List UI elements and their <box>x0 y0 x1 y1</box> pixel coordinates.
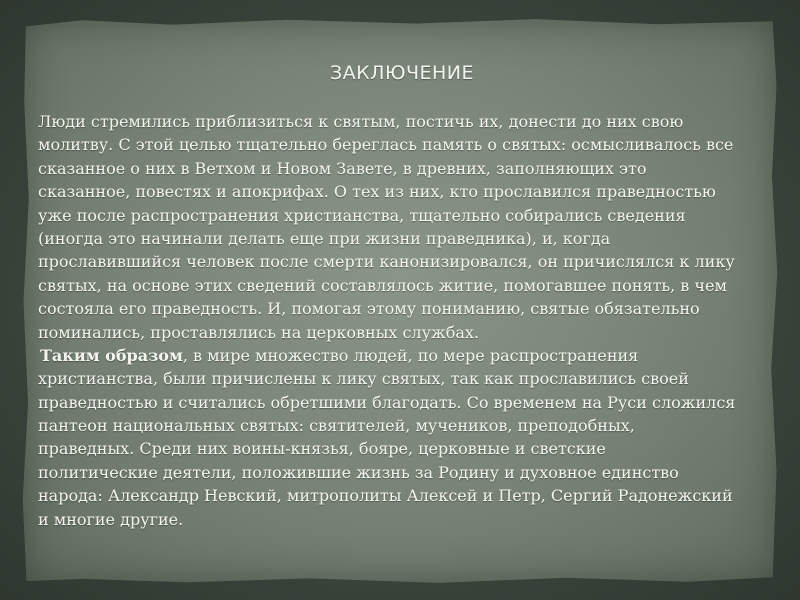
slide-title: ЗАКЛЮЧЕНИЕ <box>329 62 474 84</box>
text-line: (иногда это начинали делать еще при жизни праведника), и, когда <box>38 228 611 248</box>
paragraph-2 <box>38 344 778 531</box>
text-line: христианства, были причислены к лику святых, так как прославились своей <box>38 369 689 389</box>
text-line: поминались, проставлялись на церковных службах. <box>38 322 479 342</box>
text-line: святых, на основе этих сведений составлялось житие, помогавшее понять, в чем <box>38 275 727 295</box>
text-line: сказанное о них в Ветхом и Новом Завете, в древних, заполняющих это <box>38 158 647 178</box>
text-line: праведностью и считались обретшими благодать. Со временем на Руси сложился <box>38 392 736 412</box>
text-line: и многие другие. <box>38 509 184 529</box>
paragraph-1 <box>38 110 778 344</box>
text-fragment: , в мире множество людей, по мере распространения <box>182 345 639 365</box>
text-line: сказанное, повестях и апокрифах. О тех из них, кто прославился праведностью <box>38 182 716 202</box>
text-line: состояла его праведность. И, помогая этому пониманию, святые обязательно <box>38 299 700 319</box>
text-line: народа: Александр Невский, митрополиты Алексей и Петр, Сергий Радонежский <box>38 486 733 506</box>
text-line: праведных. Среди них воины-князья, бояре, церковные и светские <box>38 439 606 459</box>
slide-body <box>38 110 778 531</box>
text-line <box>38 344 778 367</box>
text-line: молитву. С этой целью тщательно береглась память о святых: осмысливалось все <box>38 135 734 155</box>
emphasis-text: Таким образом <box>40 345 183 365</box>
text-line: политические деятели, положившие жизнь за Родину и духовное единство <box>38 462 679 482</box>
text-line: пантеон национальных святых: святителей, мучеников, преподобных, <box>38 416 635 436</box>
text-line: прославившийся человек после смерти канонизировался, он причислялся к лику <box>38 252 735 272</box>
text-line: уже после распространения христианства, тщательно собирались сведения <box>38 205 686 225</box>
text-line: Люди стремились приблизиться к святым, постичь их, донести до них свою <box>38 112 684 131</box>
